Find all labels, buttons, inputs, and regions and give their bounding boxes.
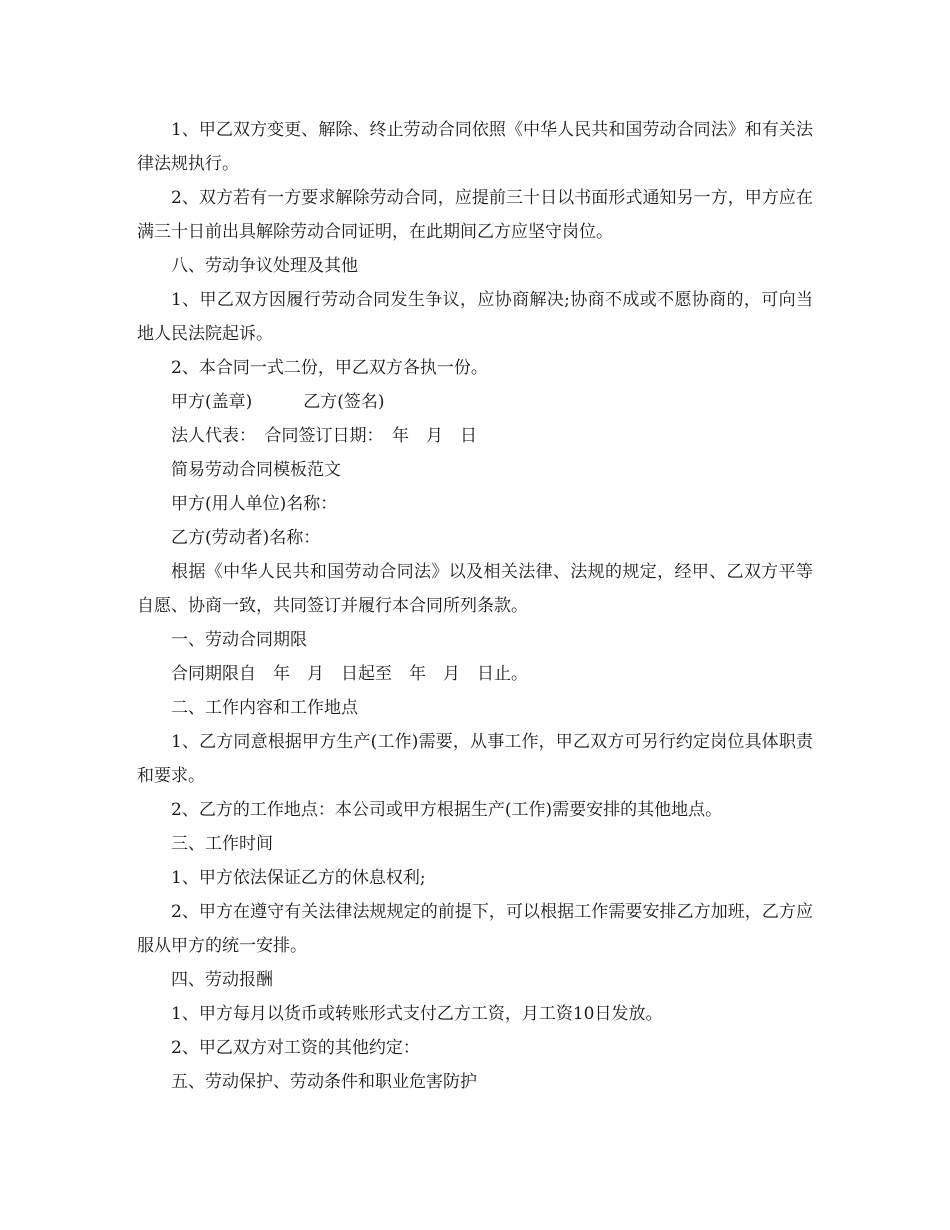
paragraph-termination-notice: 2、双方若有一方要求解除劳动合同，应提前三十日以书面形式通知另一方，甲方应在满三十日前出具解除劳动合同证明，在此期间乙方应坚守岗位。: [137, 188, 813, 242]
signature-line-parties: 甲方(盖章) 乙方(签名): [171, 392, 385, 412]
paragraph-preamble: 根据《中华人民共和国劳动合同法》以及相关法律、法规的规定，经甲、乙双方平等自愿、协商一致，共同签订并履行本合同所列条款。: [137, 562, 813, 616]
document-title: 简易劳动合同模板范文: [171, 460, 341, 480]
paragraph-dispute-resolution: 1、甲乙双方因履行劳动合同发生争议，应协商解决;协商不成或不愿协商的，可向当地人民法院起诉。: [137, 290, 813, 344]
section-heading-term: 一、劳动合同期限: [171, 630, 307, 650]
paragraph-rest-rights: 1、甲方依法保证乙方的休息权利;: [171, 868, 426, 888]
section-heading-protection: 五、劳动保护、劳动条件和职业危害防护: [171, 1072, 477, 1092]
paragraph-salary-other: 2、甲乙双方对工资的其他约定：: [171, 1038, 420, 1058]
paragraph-work-location: 2、乙方的工作地点：本公司或甲方根据生产(工作)需要安排的其他地点。: [171, 800, 723, 820]
section-heading-remuneration: 四、劳动报酬: [171, 970, 273, 990]
paragraph-copies: 2、本合同一式二份，甲乙双方各执一份。: [171, 358, 488, 378]
paragraph-overtime: 2、甲方在遵守有关法律法规规定的前提下，可以根据工作需要安排乙方加班，乙方应服从甲方的统一安排。: [137, 902, 813, 956]
paragraph-termination-law: 1、甲乙双方变更、解除、终止劳动合同依照《中华人民共和国劳动合同法》和有关法律法规执行。: [137, 120, 813, 174]
section-heading-work-content: 二、工作内容和工作地点: [171, 698, 358, 718]
document-body: [137, 113, 813, 1099]
section-heading-work-time: 三、工作时间: [171, 834, 273, 854]
paragraph-term-dates: 合同期限自 年 月 日起至 年 月 日止。: [171, 664, 528, 684]
signature-line-date: 法人代表： 合同签订日期： 年 月 日: [171, 426, 477, 446]
paragraph-salary-payment: 1、甲方每月以货币或转账形式支付乙方工资，月工资10日发放。: [171, 1004, 663, 1024]
paragraph-work-duties: 1、乙方同意根据甲方生产(工作)需要，从事工作，甲乙双方可另行约定岗位具体职责和要求。: [137, 732, 813, 786]
section-heading-disputes: 八、劳动争议处理及其他: [171, 256, 358, 276]
party-b-name-field: 乙方(劳动者)名称：: [171, 528, 321, 548]
party-a-name-field: 甲方(用人单位)名称：: [171, 494, 338, 514]
